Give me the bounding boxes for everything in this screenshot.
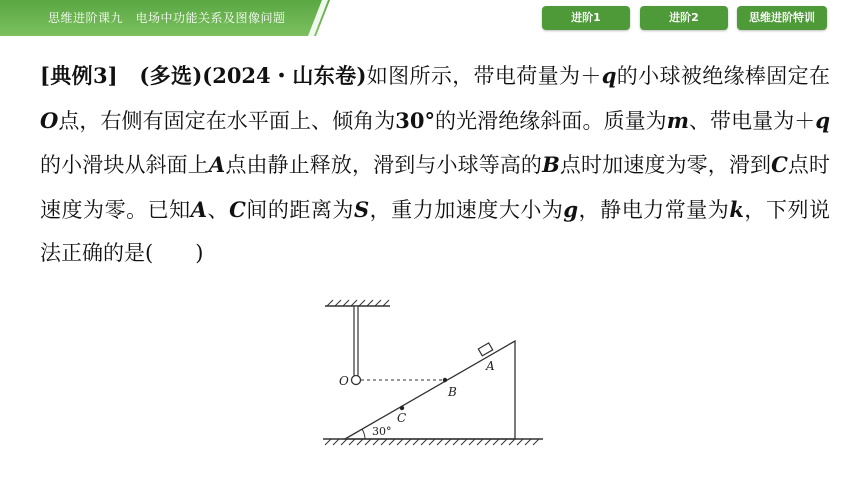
header-bar (0, 0, 860, 36)
text-segment: 如图所示，带电荷量为＋ (366, 64, 602, 88)
ground (323, 439, 543, 445)
text-segment: 间的距离为 (245, 197, 354, 222)
text-segment: 点时加速度为零，滑到 (559, 153, 772, 177)
problem-text (40, 54, 830, 276)
insulating-rod (354, 306, 358, 376)
var-O: O (40, 107, 59, 133)
var-S: S (353, 196, 370, 222)
problem-source: (多选)(2024・山东卷) (139, 63, 367, 88)
tab-stage-2[interactable]: 进阶2 (640, 6, 728, 30)
var-A: A (208, 152, 226, 177)
ceiling-support (325, 300, 390, 306)
var-q: q (815, 107, 831, 133)
text-segment: 点时速度为零。已知 (40, 153, 831, 222)
charged-ball (352, 376, 361, 385)
var-g: g (563, 196, 579, 222)
var-C: C (229, 196, 246, 222)
text-segment: 的光滑绝缘斜面。质量为 (435, 108, 667, 133)
text-segment: 、 (207, 197, 230, 222)
tab-stage-1[interactable]: 进阶1 (542, 6, 630, 30)
text-segment: 的小球被绝缘棒固定在 (616, 64, 831, 88)
angle-arc (362, 429, 365, 439)
text-segment: ，下列说法正确的是( ) (40, 197, 831, 265)
sliding-block (478, 343, 492, 356)
var-C: C (771, 152, 788, 177)
var-k: k (729, 196, 744, 222)
incline-diagram (315, 292, 555, 452)
text-segment: ，重力加速度大小为 (369, 197, 564, 222)
label-O: O (339, 374, 349, 388)
lesson-title: 思维进阶课九 电场中功能关系及图像问题 (48, 11, 286, 25)
text-segment: 的小滑块从斜面上 (40, 153, 209, 177)
point-B (443, 378, 447, 382)
incline (345, 341, 515, 439)
text-segment: ，静电力常量为 (578, 197, 730, 222)
var-A: A (190, 196, 207, 222)
text-segment: 点，右侧有固定在水平面上、倾角为 (58, 108, 396, 133)
example-tag: [典例3] (40, 63, 118, 88)
text-segment: 、带电量为＋ (688, 108, 816, 133)
label-angle: 30° (372, 425, 392, 438)
angle-value: 30° (395, 107, 435, 133)
text-segment: 点由静止释放，滑到与小球等高的 (225, 153, 543, 177)
label-B: B (448, 385, 457, 399)
label-C: C (397, 411, 407, 425)
point-C (400, 406, 404, 410)
var-q: q (601, 63, 617, 88)
var-m: m (666, 107, 689, 133)
label-A: A (486, 359, 495, 373)
var-B: B (542, 152, 560, 177)
tab-special-training[interactable]: 思维进阶特训 (737, 6, 827, 30)
